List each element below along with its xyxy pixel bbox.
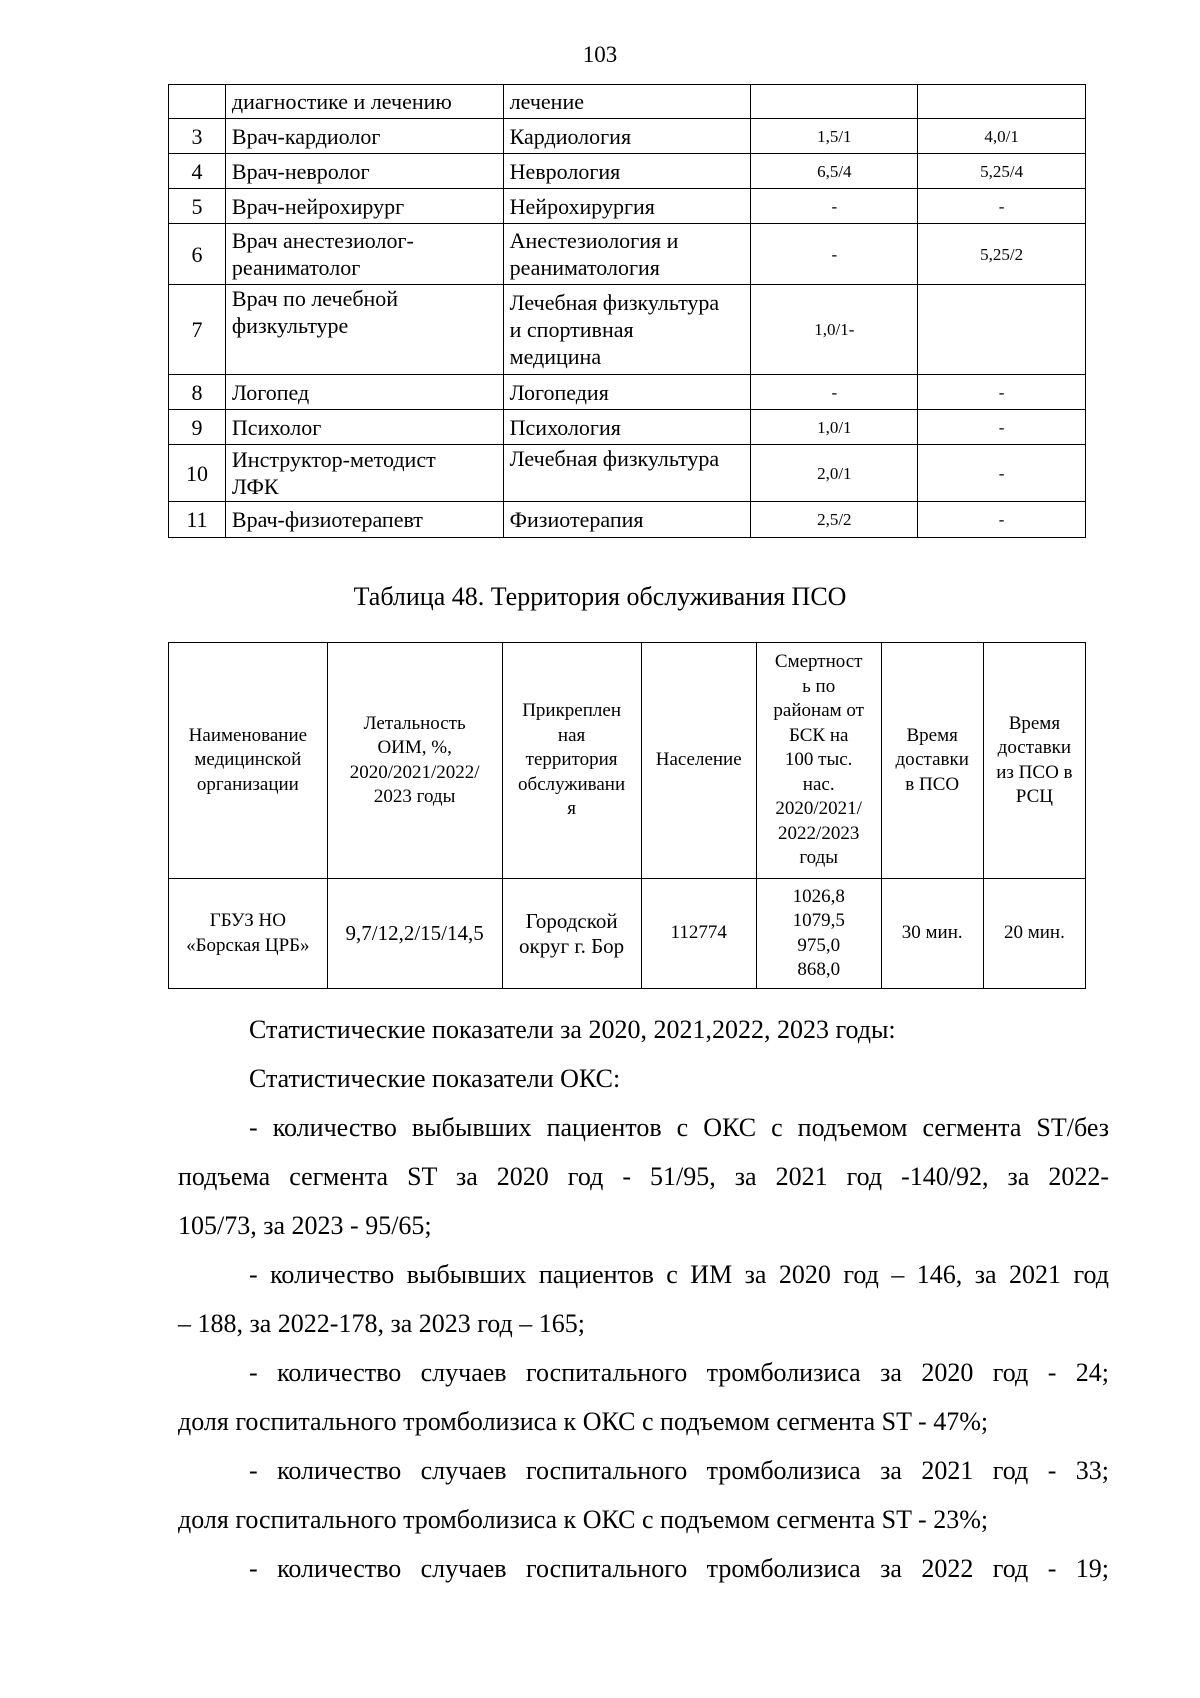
pso-header-row	[169, 643, 1086, 879]
row-number-cell: 5	[169, 189, 226, 224]
row-number-cell: 10	[169, 445, 226, 502]
row-number-cell: 9	[169, 410, 226, 445]
profile-cell: Кардиология	[503, 119, 751, 154]
position-cell: Врач-кардиолог	[225, 119, 503, 154]
position-cell: Врач-нейрохирург	[225, 189, 503, 224]
value-1-cell	[751, 85, 918, 119]
profile-cell: Логопедия	[503, 375, 751, 410]
profile-cell: Неврология	[503, 154, 751, 189]
position-cell: Инструктор-методист ЛФК	[225, 445, 503, 502]
profile-cell: Психология	[503, 410, 751, 445]
paragraph-line: доля госпитального тромболизиса к ОКС с подъемом сегмента ST - 47%;	[178, 1407, 989, 1436]
table-row	[169, 119, 1086, 154]
profile-cell: Физиотерапия	[503, 502, 751, 538]
pso-territory-table	[168, 642, 1086, 989]
value-1-cell: 1,0/1-	[751, 285, 918, 375]
cell-delivery-rsc: 20 мин.	[983, 879, 1085, 989]
table-row	[169, 502, 1086, 538]
value-1-cell: 1,5/1	[751, 119, 918, 154]
value-2-cell: -	[918, 375, 1086, 410]
row-number-cell: 8	[169, 375, 226, 410]
value-1-cell: -	[751, 189, 918, 224]
table-row	[169, 189, 1086, 224]
paragraph-line: - количество случаев госпитального тромболизиса за 2020 год - 24;	[249, 1358, 1109, 1387]
paragraph-line: - количество случаев госпитального тромболизиса за 2022 год - 19;	[249, 1554, 1109, 1583]
staff-table	[168, 84, 1086, 538]
value-2-cell: -	[918, 189, 1086, 224]
profile-cell: Лечебная физкультура и спортивная медицина	[503, 285, 751, 375]
position-cell: Психолог	[225, 410, 503, 445]
value-2-cell: -	[918, 445, 1086, 502]
value-1-cell: 1,0/1	[751, 410, 918, 445]
cell-organization: ГБУЗ НО «Борская ЦРБ»	[169, 879, 328, 989]
paragraph-stats-years: Статистические показатели за 2020, 2021,2022, 2023 годы:	[249, 1015, 896, 1044]
header-delivery-rsc: Время доставки из ПСО в РСЦ	[983, 643, 1085, 879]
paragraph-line: - количество выбывших пациентов с ОКС с подъемом сегмента ST/без	[249, 1113, 1109, 1142]
paragraph-line: подъема сегмента ST за 2020 год - 51/95, за 2021 год -140/92, за 2022-	[178, 1162, 1109, 1191]
paragraph-line: - количество случаев госпитального тромболизиса за 2021 год - 33;	[249, 1456, 1109, 1485]
page-number: 103	[582, 42, 618, 67]
cell-delivery-pso: 30 мин.	[881, 879, 983, 989]
table-row	[169, 285, 1086, 375]
cell-mortality: 1026,8 1079,5 975,0 868,0	[756, 879, 881, 989]
cell-territory: Городской округ г. Бор	[502, 879, 641, 989]
value-1-cell: -	[751, 375, 918, 410]
table-row	[169, 375, 1086, 410]
position-cell: Врач по лечебной физкультуре	[225, 285, 503, 375]
position-cell: Врач анестезиолог- реаниматолог	[225, 224, 503, 285]
profile-cell: Нейрохирургия	[503, 189, 751, 224]
value-2-cell: -	[918, 410, 1086, 445]
profile-cell: Лечебная физкультура	[503, 445, 751, 502]
value-2-cell: 4,0/1	[918, 119, 1086, 154]
value-1-cell: 2,5/2	[751, 502, 918, 538]
value-2-cell: -	[918, 502, 1086, 538]
cell-lethality: 9,7/12,2/15/14,5	[327, 879, 502, 989]
position-cell: диагностике и лечению	[225, 85, 503, 119]
row-number-cell	[169, 85, 226, 119]
value-2-cell	[918, 285, 1086, 375]
header-organization: Наименование медицинской организации	[169, 643, 328, 879]
header-lethality: Летальность ОИМ, %, 2020/2021/2022/ 2023 годы	[327, 643, 502, 879]
value-2-cell: 5,25/4	[918, 154, 1086, 189]
header-mortality: Смертност ь по районам от БСК на 100 тыс. нас. 2020/2021/ 2022/2023 годы	[756, 643, 881, 879]
table-row	[169, 154, 1086, 189]
table-row	[169, 85, 1086, 119]
header-delivery-pso: Время доставки в ПСО	[881, 643, 983, 879]
position-cell: Врач-физиотерапевт	[225, 502, 503, 538]
row-number-cell: 6	[169, 224, 226, 285]
value-1-cell: 6,5/4	[751, 154, 918, 189]
table-row	[169, 224, 1086, 285]
profile-cell: лечение	[503, 85, 751, 119]
row-number-cell: 4	[169, 154, 226, 189]
profile-cell: Анестезиология и реаниматология	[503, 224, 751, 285]
cell-population: 112774	[641, 879, 756, 989]
pso-data-row	[169, 879, 1086, 989]
row-number-cell: 7	[169, 285, 226, 375]
value-1-cell: 2,0/1	[751, 445, 918, 502]
paragraph-line: доля госпитального тромболизиса к ОКС с подъемом сегмента ST - 23%;	[178, 1505, 989, 1534]
table-caption: Таблица 48. Территория обслуживания ПСО	[353, 582, 847, 611]
paragraph-line: - количество выбывших пациентов с ИМ за 2020 год – 146, за 2021 год	[249, 1260, 1109, 1289]
row-number-cell: 11	[169, 502, 226, 538]
header-territory: Прикреплен ная территория обслуживани я	[502, 643, 641, 879]
position-cell: Логопед	[225, 375, 503, 410]
table-row	[169, 410, 1086, 445]
value-2-cell: 5,25/2	[918, 224, 1086, 285]
row-number-cell: 3	[169, 119, 226, 154]
paragraph-line: 105/73, за 2023 - 95/65;	[178, 1211, 432, 1240]
header-population: Население	[641, 643, 756, 879]
value-1-cell: -	[751, 224, 918, 285]
paragraph-line: – 188, за 2022-178, за 2023 год – 165;	[178, 1309, 585, 1338]
table-row	[169, 445, 1086, 502]
position-cell: Врач-невролог	[225, 154, 503, 189]
paragraph-oks-heading: Статистические показатели ОКС:	[249, 1064, 621, 1093]
value-2-cell	[918, 85, 1086, 119]
